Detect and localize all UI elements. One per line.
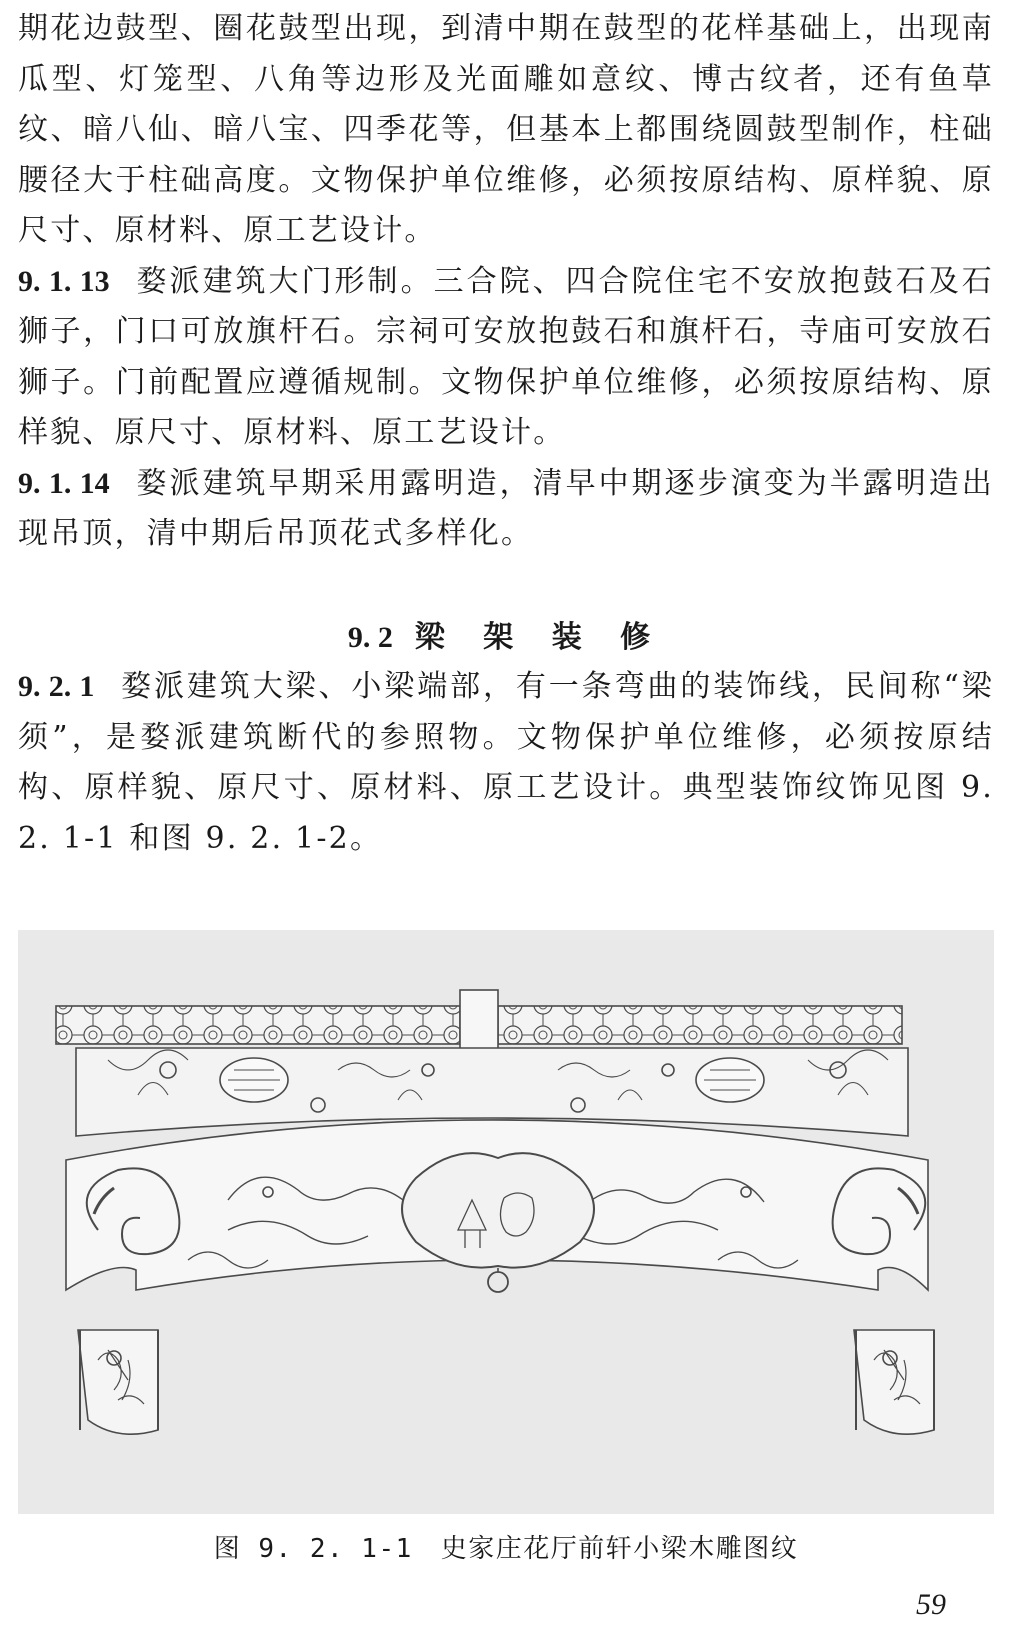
body-text-top (18, 4, 994, 560)
clause-9-2-1 (18, 662, 994, 864)
bracket-panel-left (78, 1330, 158, 1434)
paragraph-text: 婺派建筑大梁、小梁端部，有一条弯曲的装饰线，民间称“梁须”，是婺派建筑断代的参照物。文物保护单位维修，必须按原结构、原样貌、原尺寸、原材料、原工艺设计。典型装饰纹饰见图 9. 2. 1-1 和图 9. 2. 1-2。 (18, 669, 994, 856)
section-heading (0, 612, 1012, 656)
clause-number: 9. 1. 14 (18, 466, 110, 500)
section-title: 梁 架 装 修 (414, 620, 665, 655)
paragraph-continued (18, 4, 994, 257)
hanging-ring (488, 1272, 508, 1292)
paragraph-text: 婺派建筑早期采用露明造，清早中期逐步演变为半露明造出现吊顶，清中期后吊顶花式多样化。 (18, 465, 995, 551)
fret-band-left (56, 1006, 460, 1044)
figure-caption-text: 史家庄花厅前轩小梁木雕图纹 (440, 1534, 799, 1564)
body-text-bottom (18, 662, 994, 864)
section-number: 9. 2 (347, 621, 393, 654)
figure-caption (0, 1528, 1012, 1565)
page-number: 59 (916, 1588, 946, 1621)
clause-9-1-14 (18, 459, 994, 560)
beam-carving-drawing (18, 930, 994, 1514)
clause-9-1-13 (18, 257, 994, 459)
figure-beam-carving (18, 930, 994, 1514)
clause-number: 9. 1. 13 (18, 264, 110, 298)
fret-band-right (498, 1006, 902, 1044)
clause-number: 9. 2. 1 (18, 670, 95, 703)
paragraph-text: 婺派建筑大门形制。三合院、四合院住宅不安放抱鼓石及石狮子，门口可放旗杆石。宗祠可安放抱鼓石和旗杆石，寺庙可安放石狮子。门前配置应遵循规制。文物保护单位维修，必须按原结构、原样貌、原尺寸、原材料、原工艺设计。 (18, 263, 995, 450)
figure-number: 图 9. 2. 1-1 (213, 1534, 413, 1564)
paragraph-text: 期花边鼓型、圈花鼓型出现，到清中期在鼓型的花样基础上，出现南瓜型、灯笼型、八角等边形及光面雕如意纹、博古纹者，还有鱼草纹、暗八仙、暗八宝、四季花等，但基本上都围绕圆鼓型制作，柱础腰径大于柱础高度。文物保护单位维修，必须按原结构、原样貌、原尺寸、原材料、原工艺设计。 (18, 11, 994, 248)
central-cartouche (402, 1153, 594, 1268)
bracket-panel-right (854, 1330, 934, 1434)
